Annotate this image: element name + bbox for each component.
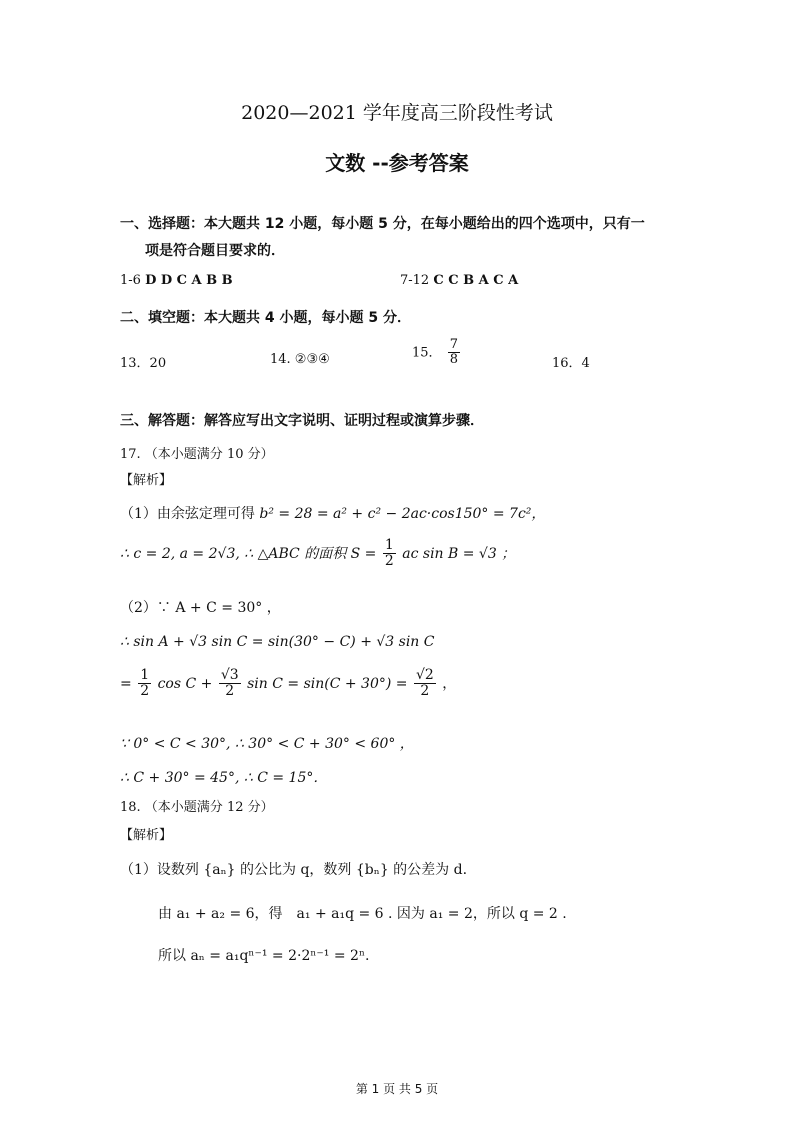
section2-heading: 二、填空题：本大题共 4 小题，每小题 5 分． <box>120 310 411 326</box>
q17-line4: ∴ sin A + √3 sin C = sin(30° − C) + √3 sin C <box>120 634 435 650</box>
page-footer: 第 1 页 共 5 页 <box>355 1082 439 1096</box>
q17-line6: ∵ 0° < C < 30°, ∴ 30° < C + 30° < 60° ， <box>120 736 414 752</box>
equals-sign: = <box>120 675 132 692</box>
q17-part2: （2）∵ A + C = 30° ， <box>120 600 281 616</box>
answers-b: C C B A C A <box>433 273 519 288</box>
choice-answers-1-6 <box>120 273 233 288</box>
fraction-denominator: 2 <box>140 683 150 700</box>
fraction-numerator: √3 <box>220 667 239 683</box>
q17-jiexi: 【解析】 <box>120 473 173 488</box>
section1-heading-line1: 一、选择题：本大题共 12 小题，每小题 5 分，在每小题给出的四个选项中，只有一 <box>120 216 645 232</box>
fraction-numerator: 1 <box>384 537 394 553</box>
answers-a: D D C A B B <box>145 273 233 288</box>
q17-line5-b: sin C = sin(C + 30°) = <box>247 675 408 692</box>
q17-line5 <box>120 668 456 700</box>
q17-line5-fraction2 <box>219 668 241 700</box>
q17-line2-a: ∴ c = 2, a = 2√3, ∴ △ABC 的面积 S = <box>120 545 377 562</box>
fraction-denominator: 2 <box>225 683 235 700</box>
q18-jiexi: 【解析】 <box>120 828 173 843</box>
section3-heading: 三、解答题：解答应写出文字说明、证明过程或演算步骤． <box>120 413 484 429</box>
answer-15-label: 15． <box>412 345 442 361</box>
q17-line2-fraction <box>383 538 396 570</box>
fraction-denominator: 2 <box>384 553 394 570</box>
section1-heading-line2: 项是符合题目要求的． <box>145 243 285 259</box>
q17-part1-prefix: （1）由余弦定理可得 <box>120 506 255 522</box>
answer-13: 13．20 <box>120 356 167 371</box>
fraction-numerator: √2 <box>415 667 434 683</box>
q17-line2 <box>120 538 515 570</box>
fraction-numerator: 1 <box>140 667 150 683</box>
q18-line1: （1）设数列 {aₙ} 的公比为 q，数列 {bₙ} 的公差为 d. <box>120 862 468 878</box>
q17-line5-fraction3 <box>414 668 436 700</box>
q17-header: 17. （本小题满分 10 分） <box>120 447 274 462</box>
q17-line2-b: ac sin B = √3 ； <box>402 545 516 562</box>
answers-a-label: 1-6 <box>120 273 141 288</box>
q17-part1-math: b² = 28 = a² + c² − 2ac·cos150° = 7c²， <box>259 506 546 522</box>
choice-answers-7-12 <box>400 273 518 288</box>
q17-line5-fraction1 <box>138 668 151 700</box>
q18-line3: 所以 aₙ = a₁qⁿ⁻¹ = 2·2ⁿ⁻¹ = 2ⁿ. <box>158 948 370 964</box>
answers-b-label: 7-12 <box>400 273 430 288</box>
q17-part1 <box>120 503 545 523</box>
answer-16: 16．4 <box>552 356 590 371</box>
q18-header: 18. （本小题满分 12 分） <box>120 800 274 815</box>
fraction-denominator: 8 <box>449 352 458 368</box>
q18-line2: 由 a₁ + a₂ = 6，得 a₁ + a₁q = 6 . 因为 a₁ = 2，所以 q = 2 . <box>158 906 567 922</box>
q17-line5-c: ， <box>442 675 457 692</box>
answer-15-fraction <box>448 338 460 368</box>
answer-14: 14. ②③④ <box>270 352 330 367</box>
q17-line5-a: cos C + <box>157 675 213 692</box>
page-title: 2020—2021 学年度高三阶段性考试 <box>241 102 553 124</box>
q17-line7: ∴ C + 30° = 45°, ∴ C = 15°． <box>120 770 328 786</box>
fraction-numerator: 7 <box>449 337 458 352</box>
fraction-denominator: 2 <box>420 683 430 700</box>
answer-15 <box>412 338 462 368</box>
page-subtitle: 文数 --参考答案 <box>325 151 469 175</box>
